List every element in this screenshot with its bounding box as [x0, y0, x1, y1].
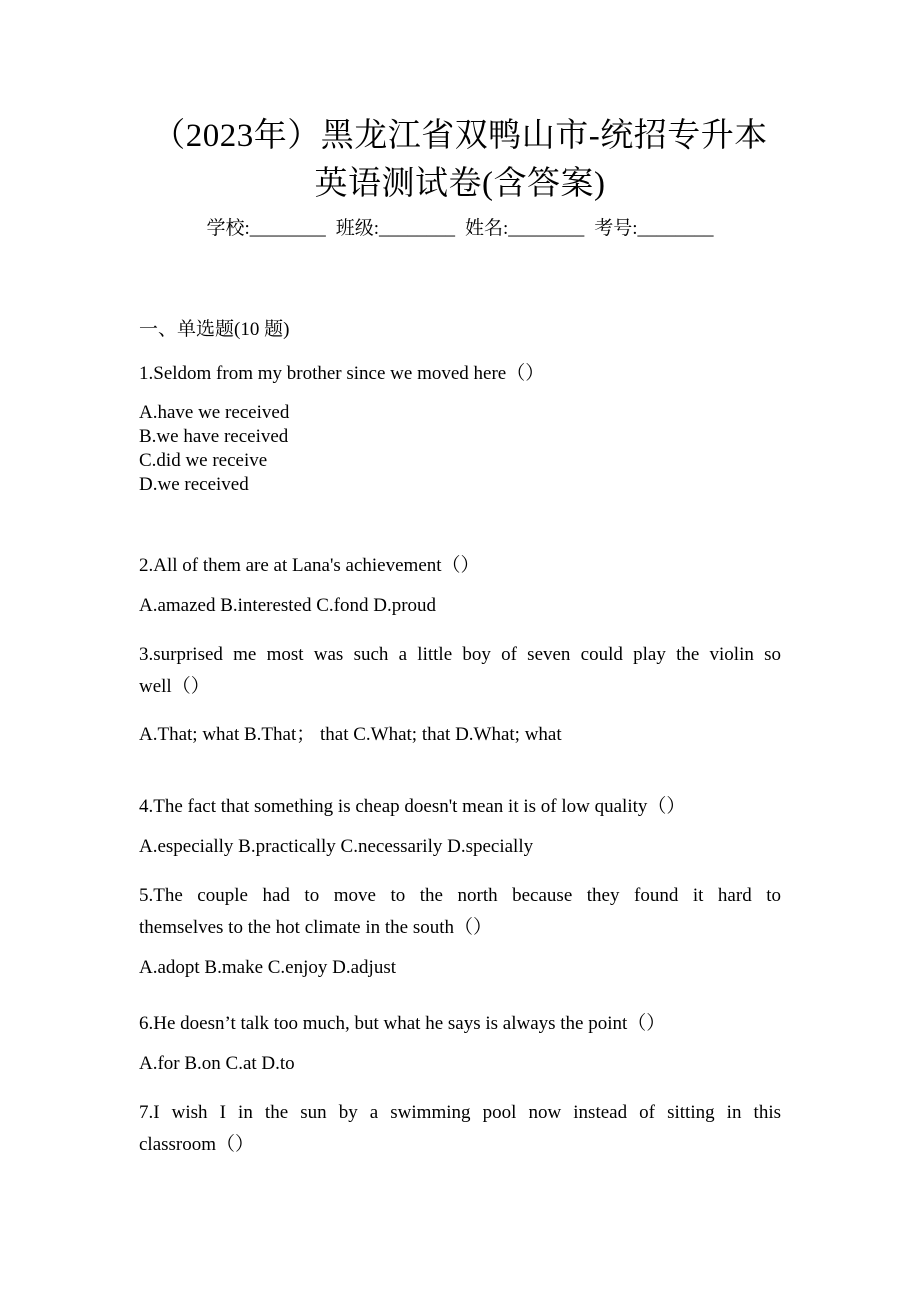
section-heading: 一、单选题(10 题) — [139, 319, 290, 340]
class-field: 班级:________ — [335, 218, 455, 239]
document-title-line-1: （2023年）黑龙江省双鸭山市-统招专升本 — [152, 118, 768, 154]
question-1-option-b: B.we have received — [139, 426, 289, 447]
question-1-option-a: A.have we received — [139, 402, 290, 423]
question-1-option-d: D.we received — [139, 474, 249, 495]
question-1-stem: 1.Seldom from my brother since we moved here（） — [139, 363, 545, 384]
question-7-stem-line-1: 7.I wish I in the sun by a swimming pool now instead of sitting in this — [139, 1102, 781, 1123]
student-info-row — [100, 216, 820, 242]
question-3-stem-line-1: 3.surprised me most was such a little boy of seven could play the violin so — [139, 644, 781, 665]
question-5-options: A.adopt B.make C.enjoy D.adjust — [139, 957, 396, 978]
question-7-stem-line-2: classroom（） — [139, 1134, 255, 1155]
question-4-stem: 4.The fact that something is cheap doesn't mean it is of low quality（） — [139, 796, 686, 817]
question-2-stem: 2.All of them are at Lana's achievement（） — [139, 555, 480, 576]
question-5-stem-line-2: themselves to the hot climate in the south（） — [139, 917, 493, 938]
question-3-options: A.That; what B.That； that C.What; that D.What; what — [139, 724, 562, 745]
question-2-options: A.amazed B.interested C.fond D.proud — [139, 595, 437, 616]
question-5-stem-line-1: 5.The couple had to move to the north because they found it hard to — [139, 885, 781, 906]
exam-number-field: 考号:________ — [594, 218, 714, 239]
name-field: 姓名:________ — [465, 218, 585, 239]
question-6-stem: 6.He doesn’t talk too much, but what he says is always the point（） — [139, 1013, 666, 1034]
school-field: 学校:________ — [206, 218, 326, 239]
question-3-stem-line-2: well（） — [139, 676, 210, 697]
question-1-option-c: C.did we receive — [139, 450, 268, 471]
document-title-line-2: 英语测试卷(含答案) — [314, 166, 606, 202]
question-6-options: A.for B.on C.at D.to — [139, 1053, 295, 1074]
question-4-options: A.especially B.practically C.necessarily D.specially — [139, 836, 534, 857]
